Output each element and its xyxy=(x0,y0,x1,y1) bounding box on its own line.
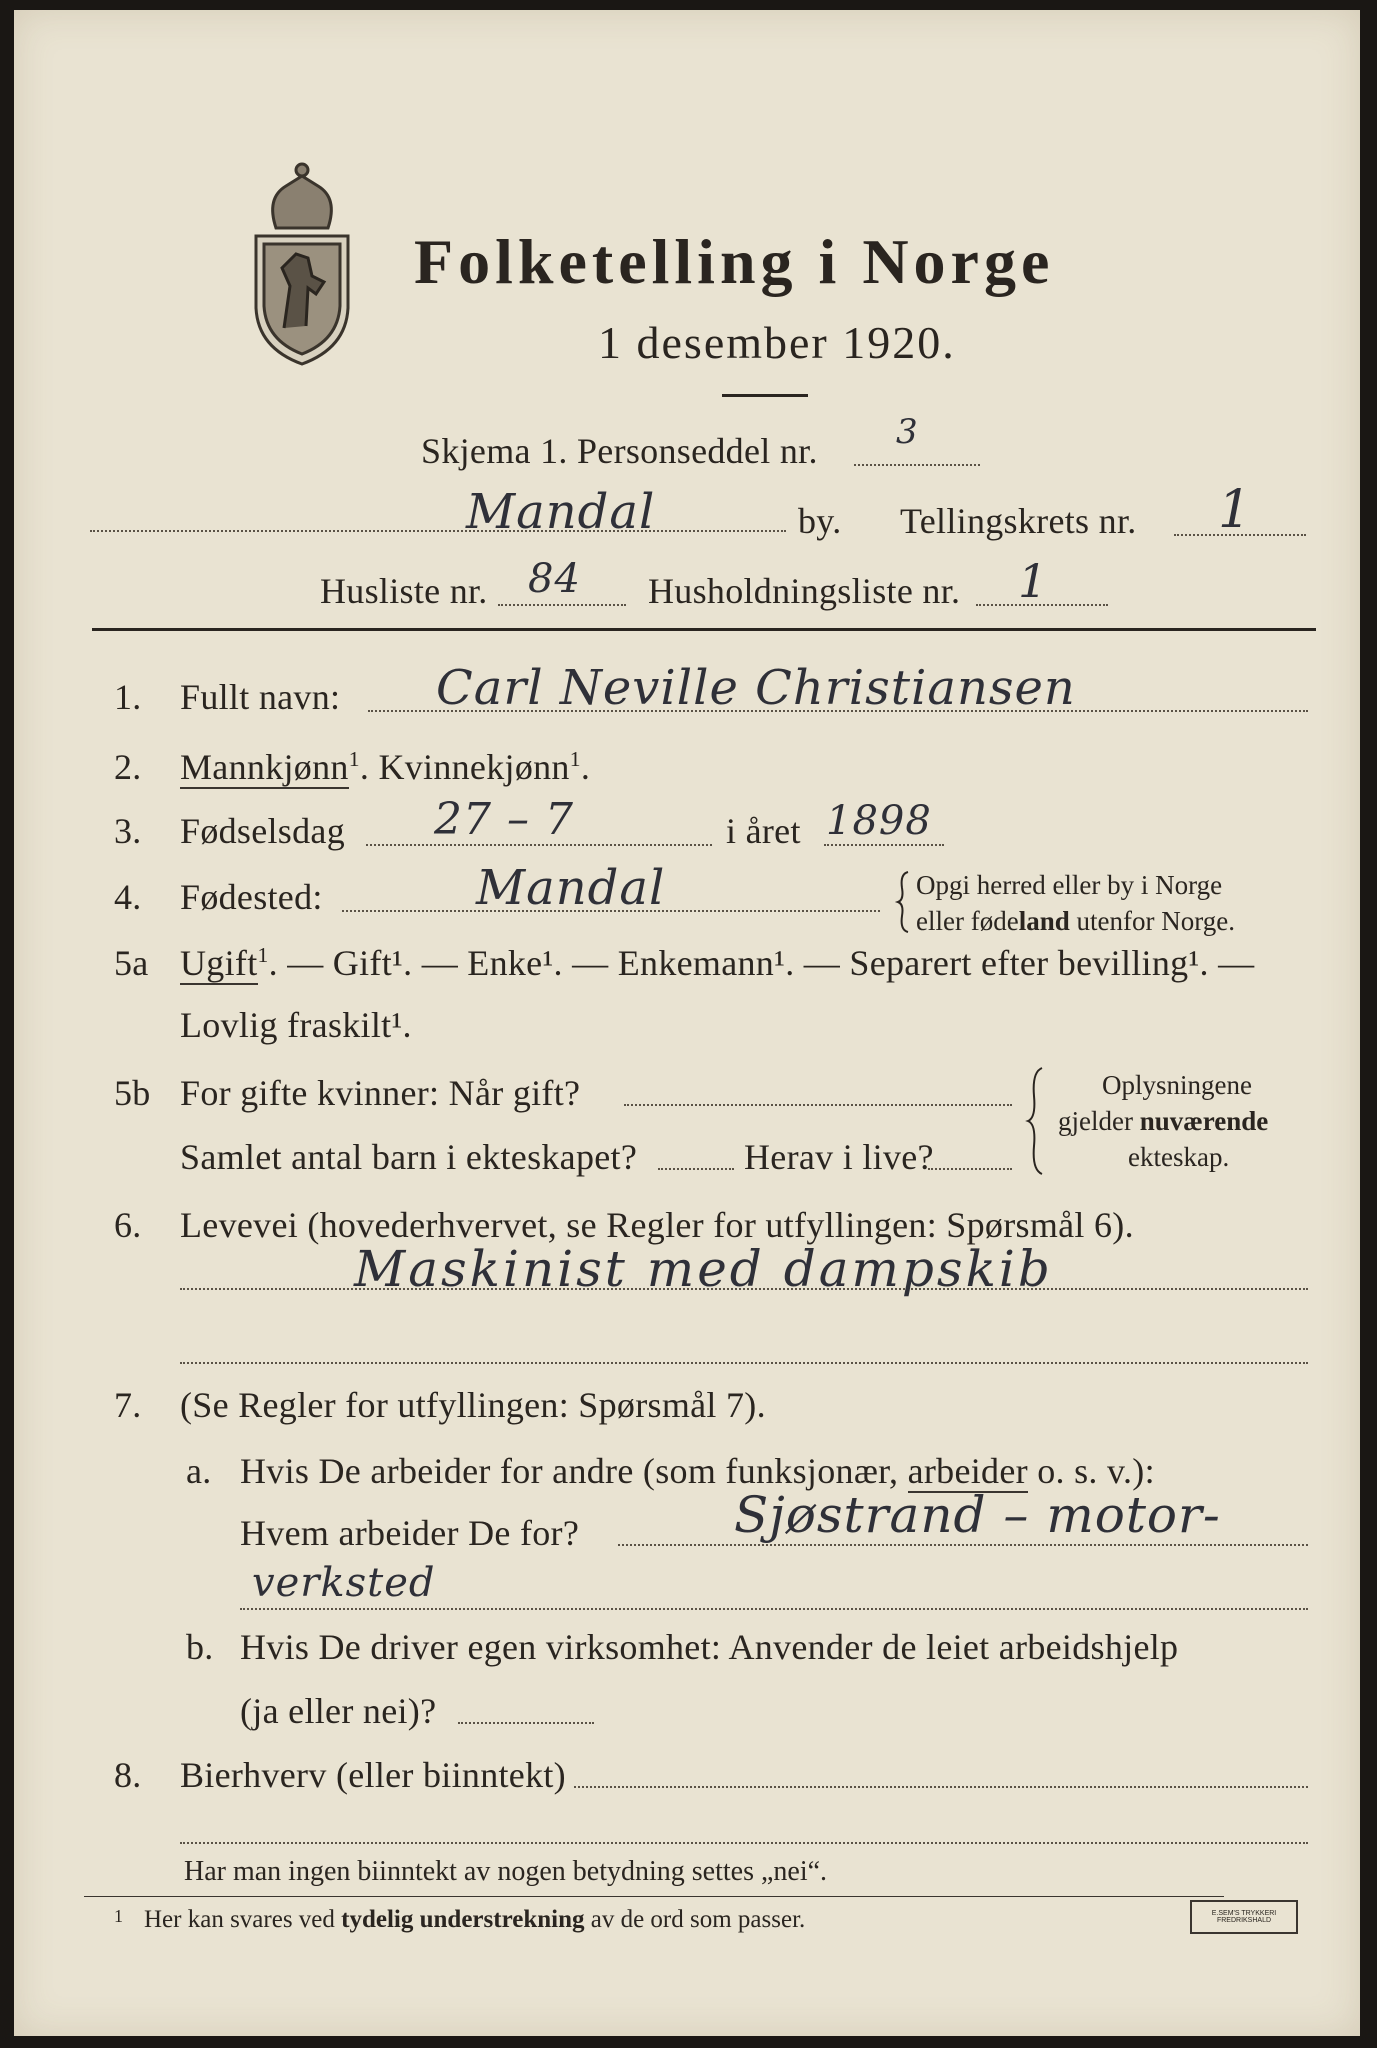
kvinnekjonn-option: Kvinnekjønn xyxy=(378,747,570,787)
q3-number: 3. xyxy=(114,811,142,851)
occupation-value: Maskinist med dampskib xyxy=(354,1240,1053,1298)
husliste-value: 84 xyxy=(528,556,581,602)
biinntekt-note: Har man ingen biinntekt av nogen betydning settes „nei“. xyxy=(184,1856,828,1887)
q8-number: 8. xyxy=(114,1755,142,1795)
q4-number: 4. xyxy=(114,877,142,917)
q7b-text: Hvis De driver egen virksomhet: Anvender de leiet arbeidshjelp xyxy=(240,1627,1179,1667)
q8-label: Bierhverv (eller biinntekt) xyxy=(180,1755,566,1795)
q5b-number: 5b xyxy=(114,1073,151,1113)
q2-options: Mannkjønn$^1$. Kvinnekjønn$^1$. xyxy=(180,747,591,787)
coat-of-arms-icon xyxy=(246,158,358,368)
title-rule xyxy=(722,394,808,397)
mannkjonn-underlined: Mannkjønn xyxy=(180,747,349,787)
q5b-note-line2: gjelder nuværende xyxy=(1058,1106,1269,1136)
q5b-brace xyxy=(1024,1066,1046,1176)
printer-stamp: E.SEM'S TRYKKERI FREDRIKSHALD xyxy=(1190,1900,1298,1934)
q5b-label-married: For gifte kvinner: Når gift? xyxy=(180,1073,581,1113)
employer-value-line1: Sjøstrand – motor- xyxy=(734,1486,1221,1544)
employer-value-line2: verksted xyxy=(252,1560,436,1606)
form-title: Folketelling i Norge xyxy=(414,226,1055,297)
full-name-value: Carl Neville Christiansen xyxy=(436,660,1076,716)
q5b-married-dotline xyxy=(624,1104,1012,1106)
census-date: 1 desember 1920. xyxy=(598,317,956,368)
q7a-question: Hvem arbeider De for? xyxy=(240,1513,580,1553)
q6-number: 6. xyxy=(114,1205,142,1245)
census-form xyxy=(14,10,1360,2036)
q4-brace xyxy=(894,870,914,934)
q1-number: 1. xyxy=(114,677,142,717)
personseddel-number: 3 xyxy=(896,412,919,452)
husholdning-label: Husholdningsliste nr. xyxy=(648,571,961,611)
q7a-text: Hvis De arbeider for andre (som funksjonær, arbeider o. s. v.): xyxy=(240,1451,1155,1491)
q5b-alive-dotline xyxy=(928,1168,1012,1170)
arbeider-underlined: arbeider xyxy=(907,1451,1028,1491)
q3-label: Fødselsdag xyxy=(180,811,345,851)
footnote-text: Her kan svares ved tydelig understrekning av de ord som passer. xyxy=(144,1906,806,1933)
tellingskrets-value: 1 xyxy=(1218,480,1253,540)
birth-year-value: 1898 xyxy=(826,798,932,844)
town-value: Mandal xyxy=(466,484,656,540)
q5b-note-line3: ekteskap. xyxy=(1128,1142,1230,1172)
q5a-options: Ugift$^1$. — Gift¹. — Enke¹. — Enkemann¹. — Separert efter bevilling¹. — xyxy=(180,943,1255,983)
q5b-children-dotline xyxy=(658,1168,734,1170)
q6-dotline2 xyxy=(180,1362,1308,1364)
by-label: by. xyxy=(798,501,842,541)
husliste-dotline xyxy=(498,604,626,606)
birth-day-value: 27 – 7 xyxy=(434,794,574,845)
town-dotline xyxy=(90,530,786,532)
q7a-letter: a. xyxy=(186,1451,212,1491)
q8-dotline1 xyxy=(574,1786,1308,1788)
header-rule xyxy=(92,628,1316,631)
q3-year-label: i året xyxy=(726,811,801,851)
q1-label: Fullt navn: xyxy=(180,677,341,717)
q7-label: (Se Regler for utfyllingen: Spørsmål 7). xyxy=(180,1385,766,1425)
birthplace-value: Mandal xyxy=(476,860,666,916)
q4-label: Fødested: xyxy=(180,877,323,917)
skjema-label: Skjema 1. Personseddel nr. xyxy=(421,431,818,471)
q7b-dotline xyxy=(458,1722,594,1724)
q4-note-line1: Opgi herred eller by i Norge xyxy=(916,870,1223,900)
q3-year-dotline xyxy=(824,844,944,846)
tellingskrets-label: Tellingskrets nr. xyxy=(900,501,1137,541)
q7b-letter: b. xyxy=(186,1627,214,1667)
ugift-underlined: Ugift xyxy=(180,943,258,983)
q4-note-line2: eller fødeland utenfor Norge. xyxy=(916,906,1235,936)
q8-dotline2 xyxy=(180,1842,1308,1844)
footnote-mark: 1 xyxy=(114,1906,123,1926)
q7b-question: (ja eller nei)? xyxy=(240,1691,437,1731)
q7a-dotline2 xyxy=(240,1608,1308,1610)
skjema-dotline xyxy=(854,464,980,466)
q5a-line2: Lovlig fraskilt¹. xyxy=(180,1005,412,1045)
husholdning-value: 1 xyxy=(1018,554,1049,608)
footnote-rule xyxy=(84,1896,1224,1897)
q5b-label-children: Samlet antal barn i ekteskapet? xyxy=(180,1137,638,1177)
husliste-label: Husliste nr. xyxy=(320,571,488,611)
q2-number: 2. xyxy=(114,747,142,787)
q5a-number: 5a xyxy=(114,943,149,983)
q7-number: 7. xyxy=(114,1385,142,1425)
q5b-label-alive: Herav i live? xyxy=(744,1137,934,1177)
q6-label: Levevei (hovederhvervet, se Regler for utfyllingen: Spørsmål 6). xyxy=(180,1205,1134,1245)
q5b-note-line1: Oplysningene xyxy=(1102,1070,1252,1100)
q7a-dotline1 xyxy=(618,1544,1308,1546)
